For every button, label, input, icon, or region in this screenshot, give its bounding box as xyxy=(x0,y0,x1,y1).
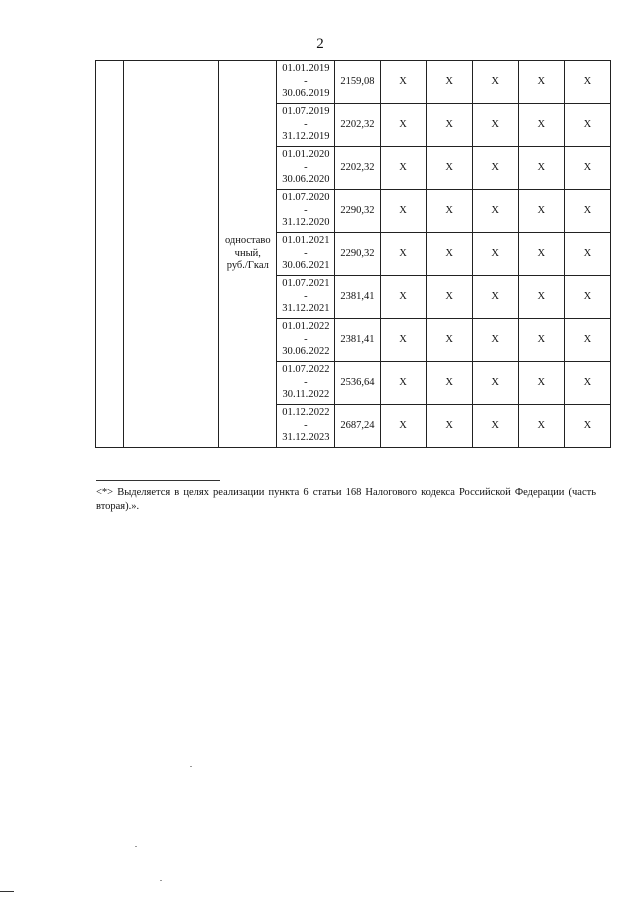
x-mark-cell: X xyxy=(518,61,564,104)
period-end: 31.12.2020 xyxy=(282,217,330,229)
period-dash: - xyxy=(304,161,308,173)
x-mark-cell: X xyxy=(472,405,518,448)
x-mark-cell: X xyxy=(472,147,518,190)
scan-speck xyxy=(190,766,192,767)
x-mark-cell: X xyxy=(426,61,472,104)
period-cell xyxy=(277,276,335,319)
period-start: 01.01.2020 xyxy=(282,149,330,161)
x-mark-cell: X xyxy=(518,233,564,276)
tariff-table-body xyxy=(96,61,611,448)
tariff-value-cell: 2381,41 xyxy=(335,276,380,319)
x-mark-cell: X xyxy=(472,276,518,319)
x-mark-cell: X xyxy=(380,362,426,405)
footnote-separator xyxy=(96,480,220,481)
period-dash: - xyxy=(304,333,308,345)
period-dash: - xyxy=(304,75,308,87)
x-mark-cell: X xyxy=(380,104,426,147)
x-mark-cell: X xyxy=(564,104,610,147)
x-mark-cell: X xyxy=(518,319,564,362)
tariff-value-cell: 2687,24 xyxy=(335,405,380,448)
tariff-value-cell: 2202,32 xyxy=(335,147,380,190)
x-mark-cell: X xyxy=(564,276,610,319)
x-mark-cell: X xyxy=(564,147,610,190)
period-start: 01.01.2021 xyxy=(282,235,330,247)
tariff-value-cell: 2202,32 xyxy=(335,104,380,147)
x-mark-cell: X xyxy=(518,362,564,405)
period-start: 01.07.2022 xyxy=(282,364,330,376)
x-mark-cell: X xyxy=(518,405,564,448)
tariff-value-cell: 2290,32 xyxy=(335,233,380,276)
period-start: 01.12.2022 xyxy=(282,407,330,419)
period-cell xyxy=(277,190,335,233)
period-end: 30.06.2022 xyxy=(282,346,330,358)
x-mark-cell: X xyxy=(426,319,472,362)
x-mark-cell: X xyxy=(380,276,426,319)
period-cell xyxy=(277,233,335,276)
page-number: 2 xyxy=(316,36,324,52)
tariff-value-cell: 2536,64 xyxy=(335,362,380,405)
x-mark-cell: X xyxy=(380,319,426,362)
x-mark-cell: X xyxy=(518,276,564,319)
period-end: 30.11.2022 xyxy=(282,389,330,401)
period-start: 01.07.2019 xyxy=(282,106,330,118)
period-start: 01.07.2020 xyxy=(282,192,330,204)
x-mark-cell: X xyxy=(380,233,426,276)
scan-speck xyxy=(135,846,137,847)
x-mark-cell: X xyxy=(426,276,472,319)
empty-column-cell xyxy=(96,61,124,448)
x-mark-cell: X xyxy=(472,104,518,147)
table-row xyxy=(96,61,611,104)
x-mark-cell: X xyxy=(564,362,610,405)
period-start: 01.01.2019 xyxy=(282,63,330,75)
x-mark-cell: X xyxy=(380,61,426,104)
x-mark-cell: X xyxy=(564,405,610,448)
period-cell xyxy=(277,362,335,405)
unit-label: одноставо чный, руб./Гкал xyxy=(224,235,271,272)
period-dash: - xyxy=(304,419,308,431)
x-mark-cell: X xyxy=(472,319,518,362)
x-mark-cell: X xyxy=(426,233,472,276)
period-start: 01.01.2022 xyxy=(282,321,330,333)
period-end: 30.06.2019 xyxy=(282,88,330,100)
period-dash: - xyxy=(304,247,308,259)
tariff-value-cell: 2159,08 xyxy=(335,61,380,104)
period-end: 30.06.2021 xyxy=(282,260,330,272)
x-mark-cell: X xyxy=(518,147,564,190)
period-cell xyxy=(277,104,335,147)
period-dash: - xyxy=(304,290,308,302)
x-mark-cell: X xyxy=(472,61,518,104)
tariff-table xyxy=(95,60,611,448)
x-mark-cell: X xyxy=(380,147,426,190)
period-cell xyxy=(277,61,335,104)
period-dash: - xyxy=(304,118,308,130)
x-mark-cell: X xyxy=(426,104,472,147)
period-dash: - xyxy=(304,376,308,388)
x-mark-cell: X xyxy=(518,104,564,147)
x-mark-cell: X xyxy=(426,190,472,233)
x-mark-cell: X xyxy=(564,319,610,362)
x-mark-cell: X xyxy=(472,190,518,233)
x-mark-cell: X xyxy=(380,190,426,233)
tariff-value-cell: 2381,41 xyxy=(335,319,380,362)
period-end: 30.06.2020 xyxy=(282,174,330,186)
period-cell xyxy=(277,405,335,448)
unit-cell xyxy=(219,61,277,448)
period-end: 31.12.2019 xyxy=(282,131,330,143)
x-mark-cell: X xyxy=(472,362,518,405)
x-mark-cell: X xyxy=(426,405,472,448)
x-mark-cell: X xyxy=(426,147,472,190)
period-end: 31.12.2023 xyxy=(282,432,330,444)
x-mark-cell: X xyxy=(472,233,518,276)
x-mark-cell: X xyxy=(426,362,472,405)
empty-column-cell xyxy=(124,61,219,448)
period-dash: - xyxy=(304,204,308,216)
period-end: 31.12.2021 xyxy=(282,303,330,315)
scan-edge-mark xyxy=(0,891,14,892)
period-cell xyxy=(277,319,335,362)
x-mark-cell: X xyxy=(564,190,610,233)
period-cell xyxy=(277,147,335,190)
x-mark-cell: X xyxy=(564,233,610,276)
x-mark-cell: X xyxy=(564,61,610,104)
x-mark-cell: X xyxy=(380,405,426,448)
period-start: 01.07.2021 xyxy=(282,278,330,290)
footnote: <*> Выделяется в целях реализации пункта 6 статьи 168 Налогового кодекса Российской Федерации (часть вторая).». xyxy=(96,487,596,512)
x-mark-cell: X xyxy=(518,190,564,233)
scan-speck xyxy=(160,880,162,881)
tariff-value-cell: 2290,32 xyxy=(335,190,380,233)
